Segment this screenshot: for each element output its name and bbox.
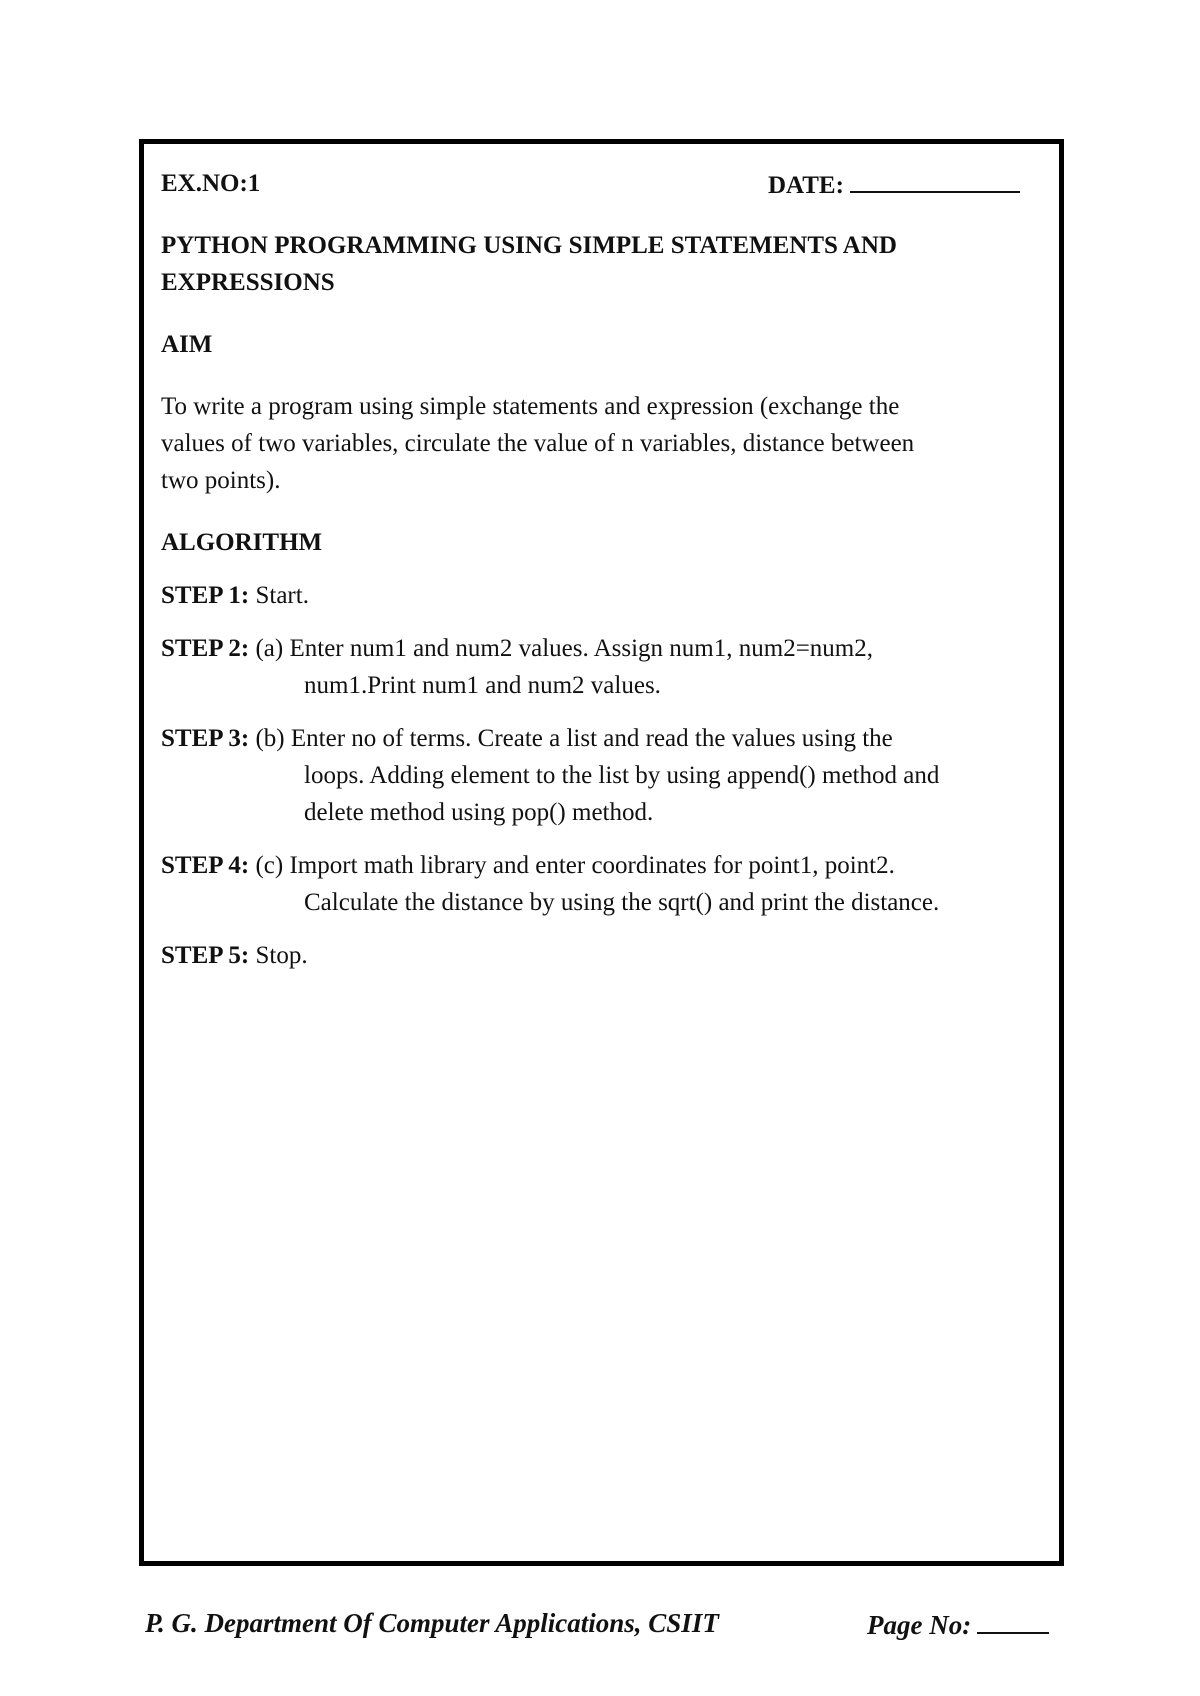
date-label: DATE: xyxy=(768,172,844,199)
algorithm-step-5 xyxy=(161,937,1041,974)
aim-heading: AIM xyxy=(161,331,213,358)
date-blank-line xyxy=(850,165,1020,193)
algorithm-step-4 xyxy=(161,847,1041,921)
step-label: STEP 2: xyxy=(161,635,250,662)
aim-line: To write a program using simple statements and expression (exchange the xyxy=(161,393,900,420)
step-text-continued: Calculate the distance by using the sqrt() and print the distance. xyxy=(304,889,940,916)
step-text: Stop. xyxy=(249,942,308,969)
exercise-header xyxy=(161,165,1041,202)
aim-text xyxy=(161,388,1041,499)
algorithm-step-3 xyxy=(161,720,1041,831)
page-footer xyxy=(145,1608,1065,1639)
algorithm-step-1 xyxy=(161,577,1041,614)
step-text: Start. xyxy=(249,582,309,609)
aim-line: values of two variables, circulate the value of n variables, distance between xyxy=(161,430,915,457)
step-label: STEP 5: xyxy=(161,942,250,969)
date-field xyxy=(768,165,1020,204)
step-label: STEP 4: xyxy=(161,852,250,879)
step-text: (a) Enter num1 and num2 values. Assign num1, num2=num2, xyxy=(249,635,873,662)
title-line: PYTHON PROGRAMMING USING SIMPLE STATEMENTS AND xyxy=(161,232,897,259)
exercise-number: EX.NO:1 xyxy=(161,170,261,197)
step-label: STEP 3: xyxy=(161,725,250,752)
page-number-field xyxy=(867,1608,1049,1641)
step-text: (b) Enter no of terms. Create a list and read the values using the xyxy=(249,725,893,752)
title-line: EXPRESSIONS xyxy=(161,269,335,296)
step-text: (c) Import math library and enter coordinates for point1, point2. xyxy=(249,852,895,879)
aim-line: two points). xyxy=(161,467,281,494)
page-number-label: Page No: xyxy=(867,1610,972,1640)
exercise-title xyxy=(161,227,1041,301)
exercise-content xyxy=(161,165,1041,974)
step-text-continued: delete method using pop() method. xyxy=(304,799,654,826)
page-number-blank-line xyxy=(977,1608,1049,1634)
algorithm-step-2 xyxy=(161,630,1041,704)
step-text-continued: loops. Adding element to the list by using append() method and xyxy=(304,762,940,789)
algorithm-heading: ALGORITHM xyxy=(161,529,323,556)
step-text-continued: num1.Print num1 and num2 values. xyxy=(304,672,661,699)
step-label: STEP 1: xyxy=(161,582,250,609)
department-name: P. G. Department Of Computer Applications, CSIIT xyxy=(145,1608,719,1638)
